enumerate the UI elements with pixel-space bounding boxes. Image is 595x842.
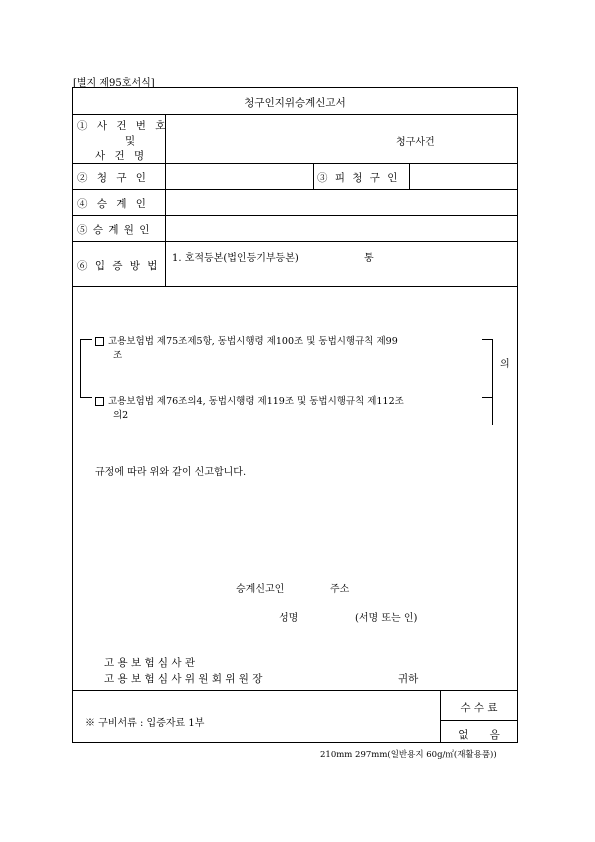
- divider: [409, 163, 410, 189]
- divider: [313, 163, 314, 189]
- bracket-line: [80, 397, 92, 398]
- paper-spec-note: 210mm 297mm(일반용지 60g/㎡(재활용품)): [320, 750, 497, 760]
- name-label: 성명: [279, 613, 299, 624]
- option-1-text: 고용보험법 제75조제5항, 동법시행령 제100조 및 동법시행규칙 제99: [108, 336, 398, 347]
- option-2-text: 고용보험법 제76조의4, 동법시행령 제119조 및 동법시행규칙 제112조: [108, 396, 404, 407]
- case-name-label: 사 건 명: [95, 150, 148, 162]
- checkbox[interactable]: [95, 337, 104, 346]
- case-number-label: ① 사 건 번 호: [77, 120, 169, 132]
- signature-note: (서명 또는 인): [355, 613, 418, 624]
- bracket-line: [492, 339, 493, 425]
- case-and-label: 및: [125, 135, 136, 147]
- option-1-continuation: 조: [113, 350, 123, 361]
- reporter-label: 승계신고인: [236, 584, 285, 595]
- fee-value: 없 음: [458, 729, 500, 741]
- form-frame: [72, 87, 518, 743]
- bracket-line: [80, 339, 81, 397]
- divider: [72, 286, 518, 287]
- proof-method-value: 1. 호적등본(법인등기부등본): [172, 253, 299, 264]
- respondent-label: ③ 피 청 구 인: [317, 172, 400, 184]
- succession-reason-label: ⑤ 승 계 원 인: [77, 224, 151, 236]
- option-1[interactable]: [95, 333, 398, 347]
- declaration-text: 규정에 따라 위와 같이 신고합니다.: [95, 467, 247, 478]
- divider: [72, 189, 518, 190]
- option-2[interactable]: [95, 393, 404, 407]
- honorific: 귀하: [398, 673, 419, 685]
- addressee-examiner: 고 용 보 험 심 사 관: [104, 657, 196, 669]
- proof-unit: 통: [364, 253, 374, 264]
- proof-method-label: ⑥ 입 증 방 법: [77, 260, 160, 272]
- divider: [72, 690, 518, 691]
- fee-label: 수 수 료: [460, 702, 498, 714]
- divider: [72, 163, 518, 164]
- bracket-line: [80, 339, 92, 340]
- form-number: [별지 제95호서식]: [73, 78, 155, 89]
- divider: [440, 720, 518, 721]
- bracket-suffix: 의: [500, 359, 510, 370]
- attachments-note: ※ 구비서류 : 입증자료 1부: [85, 718, 205, 729]
- divider: [72, 241, 518, 242]
- divider: [72, 114, 518, 115]
- divider: [165, 114, 166, 286]
- checkbox[interactable]: [95, 397, 104, 406]
- case-value: 청구사건: [396, 137, 435, 148]
- address-label: 주소: [330, 584, 350, 595]
- bracket-line: [482, 397, 492, 398]
- option-2-continuation: 의2: [113, 410, 129, 421]
- addressee-committee-chair: 고 용 보 험 심 사 위 원 회 위 원 장: [104, 673, 263, 685]
- page-title: 청구인지위승계신고서: [244, 97, 346, 109]
- bracket-line: [482, 339, 492, 340]
- claimant-label: ② 청 구 인: [77, 172, 149, 184]
- divider: [72, 215, 518, 216]
- successor-label: ④ 승 계 인: [77, 198, 149, 210]
